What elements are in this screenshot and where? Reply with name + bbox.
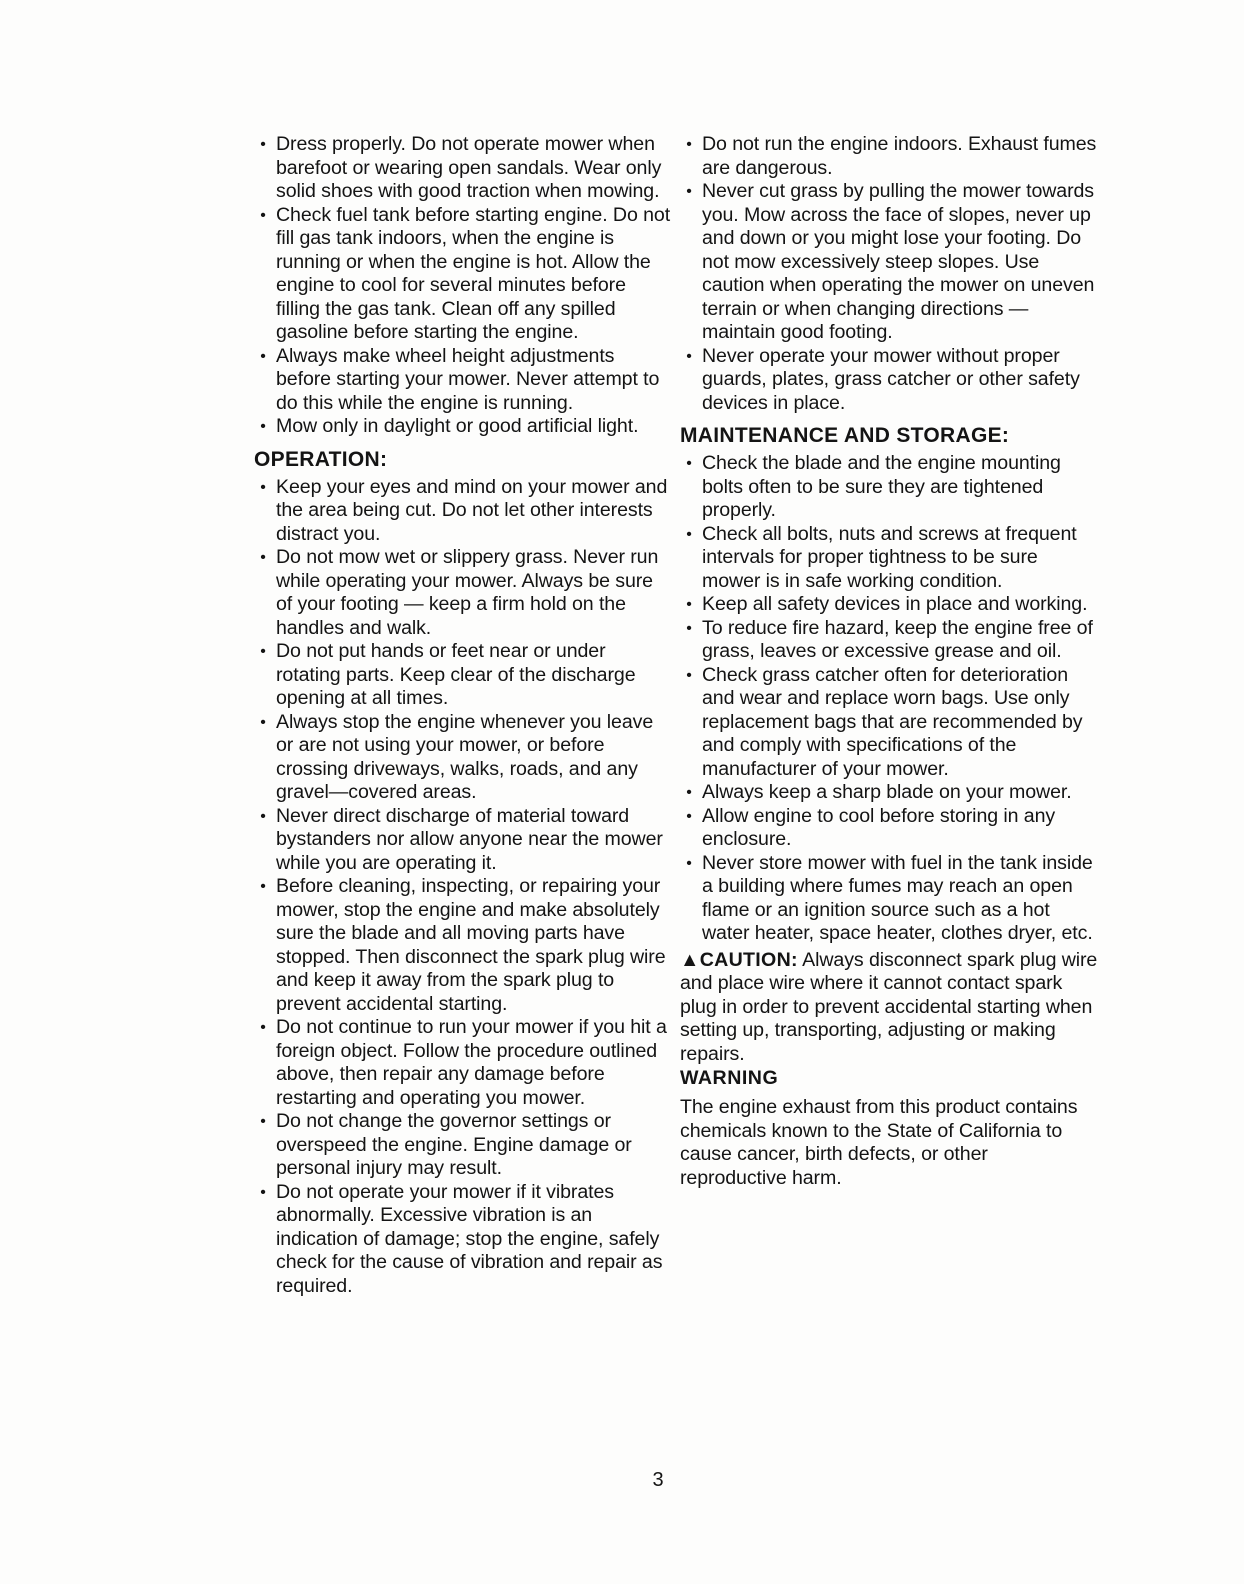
- list-item-text: Never operate your mower without proper guards, plates, grass catcher or other safety devices in place.: [702, 344, 1080, 414]
- list-item-text: Never cut grass by pulling the mower towards you. Mow across the face of slopes, never up and down or you might lose your footing. Do not mow excessively steep slopes. Use caution when operating the mower on uneven terrain or when changing directions — maintain good footing.: [702, 180, 1095, 343]
- list-item: [680, 345, 1098, 416]
- list-item-text: Do not run the engine indoors. Exhaust fumes are dangerous.: [702, 133, 1097, 179]
- bullet-icon: •: [260, 1019, 266, 1036]
- list-item-text: To reduce fire hazard, keep the engine free of grass, leaves or excessive grease and oil.: [702, 616, 1093, 662]
- list-item-text: Do not put hands or feet near or under rotating parts. Keep clear of the discharge opening at all times.: [276, 640, 636, 709]
- list-item: [680, 180, 1098, 345]
- list-item: [254, 805, 672, 876]
- list-item-text: Keep all safety devices in place and working.: [702, 593, 1088, 615]
- maintenance-heading: MAINTENANCE AND STORAGE:: [680, 424, 1010, 447]
- list-item-text: Always keep a sharp blade on your mower.: [702, 781, 1072, 803]
- bullet-icon: •: [260, 549, 266, 566]
- bullet-icon: •: [686, 854, 692, 872]
- bullet-icon: •: [260, 1113, 266, 1130]
- list-item: [254, 875, 672, 1016]
- left-column: [254, 133, 672, 1298]
- bullet-icon: •: [686, 136, 692, 153]
- bullet-icon: •: [260, 878, 266, 895]
- list-item: [254, 204, 672, 345]
- page-number: 3: [652, 1469, 664, 1491]
- list-item: [254, 345, 672, 416]
- list-item-text: Never direct discharge of material toward bystanders nor allow anyone near the mower while you are operating it.: [276, 804, 663, 874]
- list-item: [254, 133, 672, 204]
- list-item-text: Always stop the engine whenever you leave or are not using your mower, or before crossing driveways, walks, roads, and any gravel—covered areas.: [276, 710, 654, 803]
- bullet-icon: •: [686, 596, 692, 613]
- list-item-text: Do not continue to run your mower if you hit a foreign object. Follow the procedure outlined above, then repair any damage before restarting and operating you mower.: [276, 1016, 667, 1109]
- warning-heading: WARNING: [680, 1067, 779, 1089]
- list-item-text: Before cleaning, inspecting, or repairing your mower, stop the engine and make absolutely sure the blade and all moving parts have stopped. Then disconnect the spark plug wire and keep it away from the spark plug to prevent accidental starting.: [276, 875, 666, 1015]
- warning-text: The engine exhaust from this product contains chemicals known to the State of California to cause cancer, birth defects, or other reproductive harm.: [680, 1096, 1078, 1189]
- caution-label: ▲CAUTION:: [680, 948, 798, 971]
- list-item: [254, 711, 672, 805]
- list-item-text: Check grass catcher often for deterioration and wear and replace worn bags. Use only replacement bags that are recommended by and comply with specifications of the manufacturer of your mower.: [702, 663, 1083, 780]
- bullet-icon: •: [260, 478, 266, 496]
- bullet-icon: •: [260, 807, 266, 825]
- caution-note: [680, 949, 1098, 1067]
- list-item: [680, 133, 1098, 180]
- list-item-text: Keep your eyes and mind on your mower and the area being cut. Do not let other interests distract you.: [276, 475, 668, 545]
- list-item-text: Never store mower with fuel in the tank inside a building where fumes may reach an open flame or an ignition source such as a hot water heater, space heater, clothes dryer, etc.: [702, 851, 1093, 944]
- bullet-icon: •: [260, 1183, 266, 1201]
- list-item-text: Check the blade and the engine mounting bolts often to be sure they are tightened properly.: [702, 452, 1061, 521]
- bullet-icon: •: [260, 418, 266, 435]
- list-item: [254, 546, 672, 640]
- operation-heading: OPERATION:: [254, 447, 388, 471]
- bullet-icon: •: [260, 347, 266, 365]
- right-column: [680, 133, 1098, 1190]
- bullet-icon: •: [686, 455, 692, 472]
- bullet-icon: •: [686, 525, 692, 543]
- list-item-text: Check fuel tank before starting engine. Do not fill gas tank indoors, when the engine is running or when the engine is hot. Allow the engine to cool for several minutes before filling the gas tank. Clean off any spilled gasoline before starting the engine.: [276, 203, 671, 343]
- bullet-icon: •: [686, 784, 692, 801]
- list-item: [254, 415, 672, 439]
- list-item-text: Allow engine to cool before storing in any enclosure.: [702, 804, 1056, 850]
- bullet-icon: •: [260, 643, 266, 660]
- bullet-icon: •: [686, 666, 692, 684]
- list-item-text: Check all bolts, nuts and screws at frequent intervals for proper tightness to be sure mower is in safe working condition.: [702, 522, 1077, 592]
- list-item-text: Mow only in daylight or good artificial light.: [276, 415, 639, 437]
- list-item-text: Always make wheel height adjustments before starting your mower. Never attempt to do this while the engine is running.: [276, 344, 660, 414]
- bullet-icon: •: [686, 183, 692, 200]
- bullet-icon: •: [260, 206, 266, 224]
- bullet-icon: •: [686, 347, 692, 365]
- list-item: [680, 452, 1098, 523]
- list-item: [680, 617, 1098, 664]
- list-item-text: Do not change the governor settings or overspeed the engine. Engine damage or personal injury may result.: [276, 1110, 632, 1179]
- list-item: [254, 476, 672, 547]
- list-item: [680, 781, 1098, 805]
- list-item: [254, 640, 672, 711]
- list-item: [680, 805, 1098, 852]
- caution-text: Always disconnect spark plug wire and place wire where it cannot contact spark plug in order to prevent accidental starting when setting up, transporting, adjusting or making repairs.: [680, 948, 1098, 1065]
- bullet-icon: •: [260, 713, 266, 731]
- list-item-text: Do not operate your mower if it vibrates abnormally. Excessive vibration is an indication of damage; stop the engine, safely check for the cause of vibration and repair as required.: [276, 1180, 663, 1297]
- bullet-icon: •: [260, 136, 266, 153]
- list-item: [254, 1016, 672, 1110]
- list-item: [254, 1110, 672, 1181]
- bullet-icon: •: [686, 807, 692, 825]
- list-item: [680, 523, 1098, 594]
- list-item: [254, 1181, 672, 1299]
- list-item-text: Do not mow wet or slippery grass. Never run while operating your mower. Always be sure of your footing — keep a firm hold on the handles and walk.: [276, 546, 659, 639]
- bullet-icon: •: [686, 619, 692, 637]
- list-item: [680, 593, 1098, 617]
- list-item-text: Dress properly. Do not operate mower when barefoot or wearing open sandals. Wear only solid shoes with good traction when mowing.: [276, 133, 662, 202]
- list-item: [680, 852, 1098, 946]
- list-item: [680, 664, 1098, 782]
